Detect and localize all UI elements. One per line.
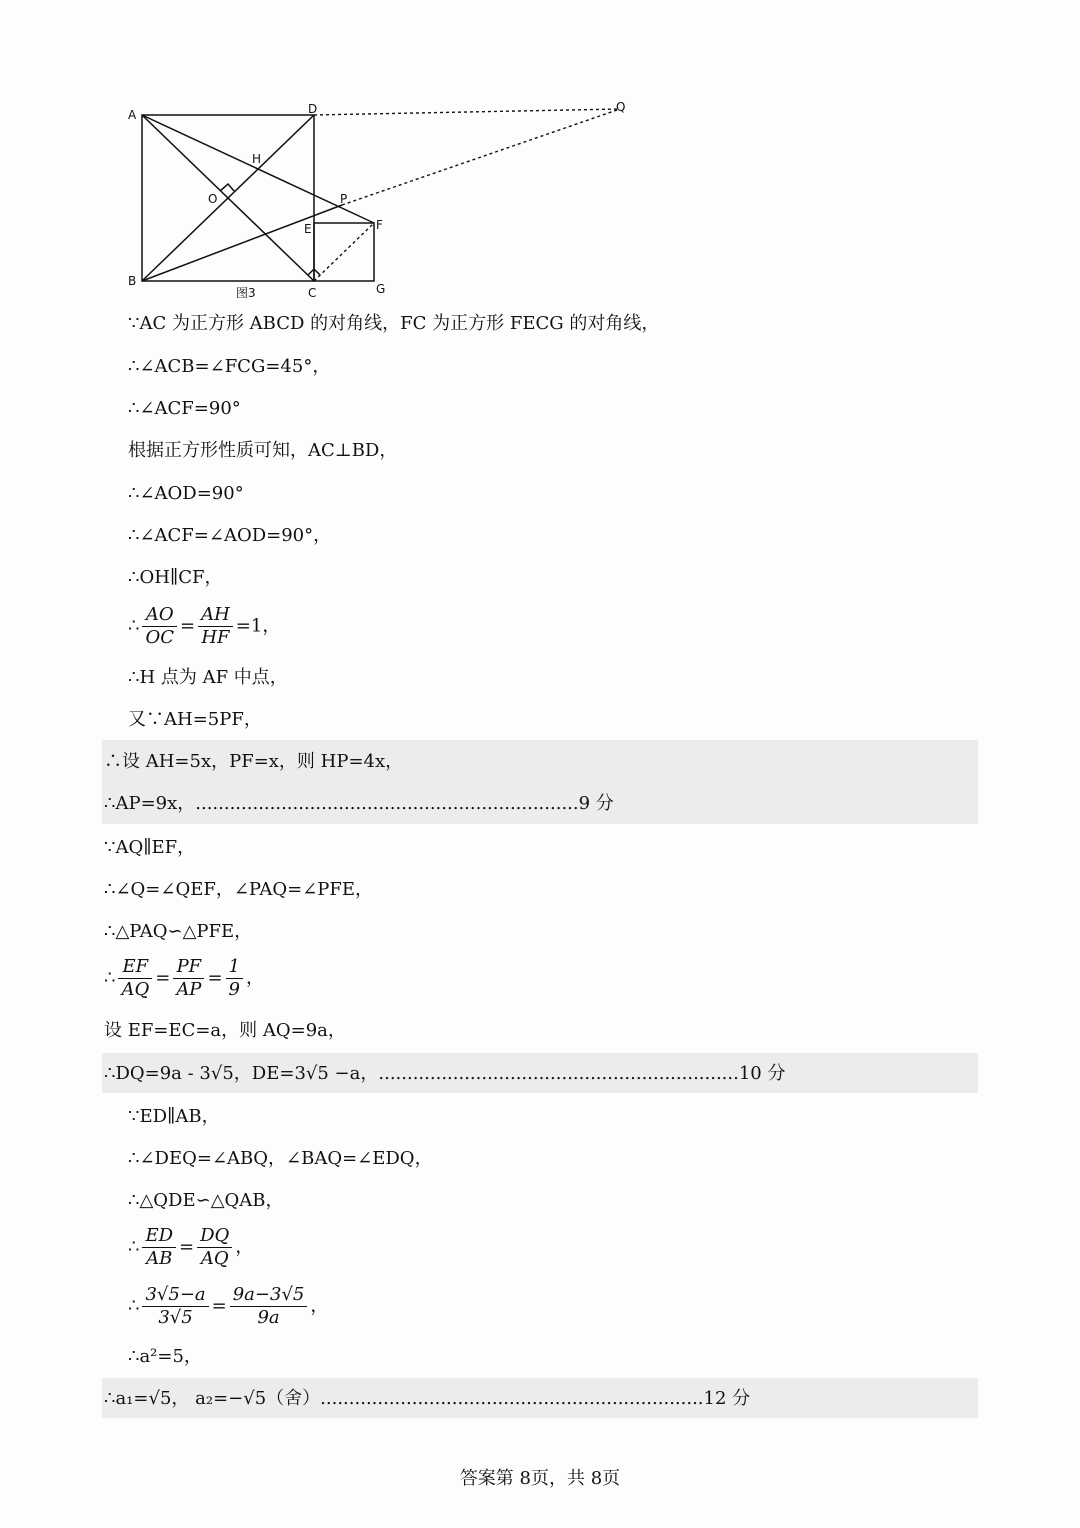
- score-12: 12 分: [703, 1388, 751, 1409]
- solution-line-13: ∵AQ∥EF，: [104, 837, 196, 858]
- figure-caption: 图3: [236, 286, 256, 300]
- solution-line-12: [104, 792, 614, 816]
- solution-line-20: ∴∠DEQ=∠ABQ，∠BAQ=∠EDQ，: [128, 1148, 433, 1169]
- solution-line-1: ∵AC 为正方形 ABCD 的对角线，FC 为正方形 FECG 的对角线，: [128, 313, 660, 334]
- solution-line-21: ∴△QDE∽△QAB，: [128, 1190, 284, 1211]
- fraction-denominator: AQ: [200, 1248, 229, 1269]
- line16-prefix: ∴: [104, 967, 116, 989]
- fraction-numerator: ED: [142, 1225, 176, 1248]
- line12-leader-dots: ...................................................................: [195, 793, 579, 814]
- solution-line-22: [128, 1225, 253, 1270]
- solution-line-14: ∴∠Q=∠QEF，∠PAQ=∠PFE，: [104, 879, 374, 900]
- solution-line-8: [128, 604, 280, 649]
- score-10: 10 分: [738, 1063, 786, 1084]
- fraction-denominator: AQ: [121, 979, 150, 1000]
- solution-line-17: 设 EF=EC=a，则 AQ=9a，: [104, 1020, 346, 1041]
- fraction-numerator: 9a−3√5: [230, 1284, 308, 1307]
- label-e: E: [304, 222, 312, 236]
- fraction-denominator: AB: [146, 1248, 173, 1269]
- line22-prefix: ∴: [128, 1236, 140, 1258]
- fraction-1-9: [226, 956, 243, 1001]
- label-p: P: [340, 192, 348, 206]
- fraction-pf-ap: [173, 956, 204, 1001]
- solution-line-4: 根据正方形性质可知，AC⊥BD，: [128, 440, 398, 461]
- line25-text: ∴a₁=√5， a₂=−√5（舍）: [104, 1388, 321, 1409]
- solution-line-9: ∴H 点为 AF 中点，: [128, 667, 288, 688]
- label-g: G: [376, 282, 386, 296]
- equals-sign: =: [155, 967, 171, 989]
- line23-suffix: ，: [310, 1295, 329, 1317]
- fraction-numerator: AH: [198, 604, 233, 627]
- label-q: Q: [616, 100, 626, 114]
- fraction-numerator: AO: [142, 604, 177, 627]
- fraction-rhs: [230, 1284, 308, 1329]
- line22-suffix: ，: [235, 1236, 254, 1258]
- solution-line-11: ∴设 AH=5x，PF=x，则 HP=4x，: [104, 751, 404, 772]
- solution-line-6: ∴∠ACF=∠AOD=90°，: [128, 525, 332, 546]
- solution-line-3: ∴∠ACF=90°: [128, 398, 241, 419]
- solution-line-23: [128, 1284, 328, 1329]
- fraction-numerator: PF: [173, 956, 204, 979]
- solution-line-7: ∴OH∥CF，: [128, 567, 223, 588]
- page-footer: 答案第 8页，共 8页: [459, 1468, 621, 1489]
- line12-text: ∴AP=9x，: [104, 793, 196, 814]
- fraction-denominator: 9a: [257, 1307, 280, 1328]
- solution-line-16: [104, 956, 264, 1001]
- fraction-numerator: DQ: [197, 1225, 232, 1248]
- equals-sign: =: [179, 615, 196, 637]
- line8-suffix: =1，: [235, 615, 281, 637]
- label-f: F: [376, 218, 383, 232]
- solution-line-25: [104, 1387, 750, 1411]
- equals-sign: =: [211, 1295, 227, 1317]
- fraction-ef-aq: [118, 956, 152, 1001]
- solution-line-2: ∴∠ACB=∠FCG=45°，: [128, 356, 331, 377]
- fraction-dq-aq: [197, 1225, 232, 1270]
- score-9: 9 分: [578, 793, 614, 814]
- solution-line-10: 又∵AH=5PF，: [128, 709, 262, 730]
- fraction-denominator: 9: [228, 979, 240, 1000]
- solution-line-15: ∴△PAQ∽△PFE，: [104, 921, 253, 942]
- line23-prefix: ∴: [128, 1295, 140, 1317]
- figure-svg: [120, 95, 660, 305]
- solution-line-19: ∵ED∥AB，: [128, 1106, 220, 1127]
- fraction-lhs: [142, 1284, 208, 1329]
- solution-line-5: ∴∠AOD=90°: [128, 483, 244, 504]
- line8-prefix: ∴: [128, 615, 140, 637]
- fraction-ed-ab: [142, 1225, 176, 1270]
- equals-sign: =: [207, 967, 223, 989]
- label-c: C: [308, 286, 317, 300]
- fraction-numerator: EF: [118, 956, 152, 979]
- geometry-figure: [120, 95, 660, 305]
- solution-line-24: ∴a²=5，: [128, 1346, 202, 1367]
- dashed-pq: [342, 109, 620, 205]
- fraction-denominator: 3√5: [158, 1307, 193, 1328]
- line16-suffix: ，: [245, 967, 264, 989]
- equals-sign: =: [179, 1236, 195, 1258]
- fraction-numerator: 1: [226, 956, 243, 979]
- label-d: D: [308, 102, 318, 116]
- label-o: O: [208, 192, 218, 206]
- solution-line-18: [104, 1062, 785, 1086]
- fraction-ao-oc: [142, 604, 177, 649]
- dashed-cf: [314, 223, 374, 281]
- fraction-denominator: HF: [201, 627, 230, 648]
- right-angle-o: [220, 184, 235, 192]
- line18-leader-dots: ...............................................................: [378, 1063, 739, 1084]
- fraction-denominator: OC: [145, 627, 174, 648]
- dashed-dq: [314, 109, 620, 115]
- label-b: B: [128, 274, 137, 288]
- label-h: H: [252, 152, 262, 166]
- line18-text: ∴DQ=9a - 3√5，DE=3√5 −a，: [104, 1063, 379, 1084]
- label-a: A: [128, 108, 137, 122]
- fraction-ah-hf: [198, 604, 233, 649]
- segment-bp: [142, 205, 342, 281]
- line25-leader-dots: ...................................................................: [320, 1388, 704, 1409]
- fraction-denominator: AP: [176, 979, 202, 1000]
- fraction-numerator: 3√5−a: [142, 1284, 208, 1307]
